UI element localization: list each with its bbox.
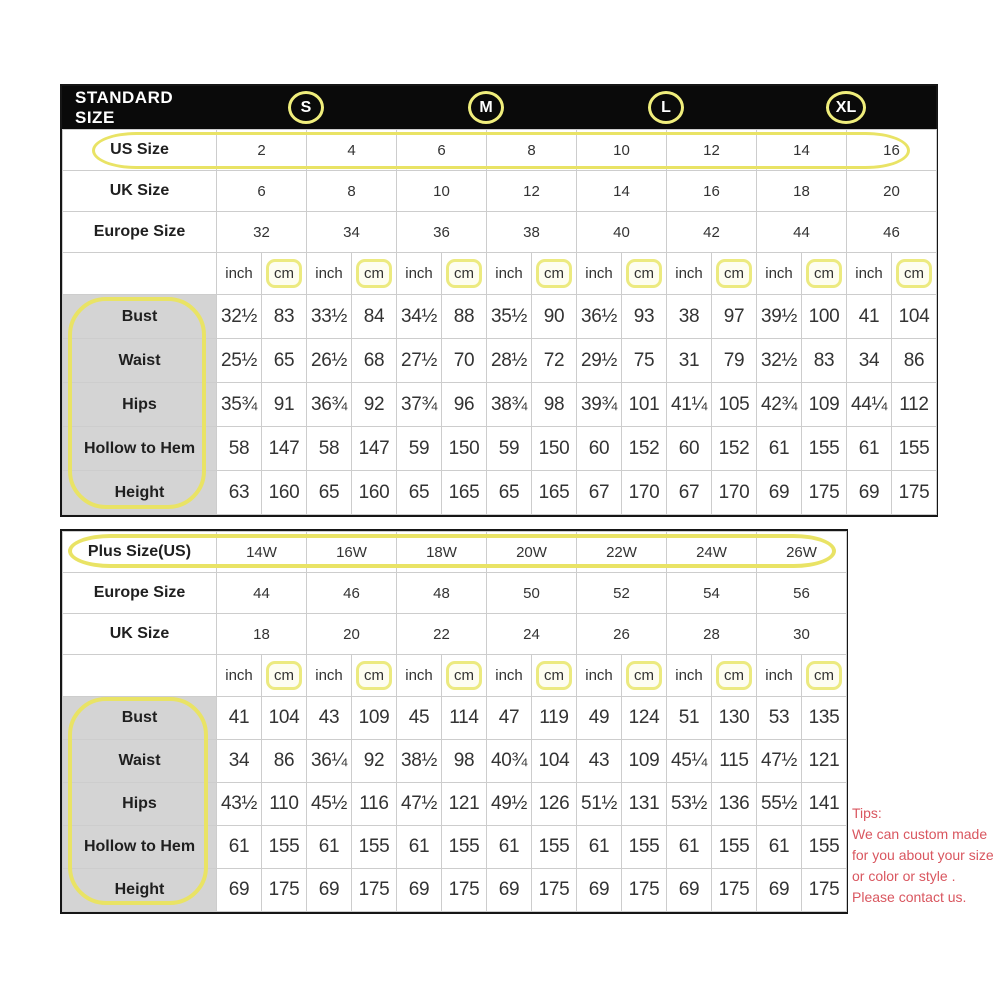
standard-size-section (60, 84, 938, 517)
measure-value-cell: 34 (847, 339, 892, 383)
size-value-cell: 52 (577, 573, 667, 614)
cm-highlight-box: cm (716, 259, 752, 288)
measure-value-cell: 38¾ (487, 383, 532, 427)
measure-value-cell: 58 (307, 427, 352, 471)
unit-cm-cell (442, 253, 487, 295)
cm-highlight-box: cm (626, 661, 662, 690)
measure-value-cell: 155 (622, 826, 667, 869)
measure-value-cell: 130 (712, 697, 757, 740)
measure-value-cell: 47 (487, 697, 532, 740)
size-row (63, 130, 937, 171)
measure-value-cell: 36¾ (307, 383, 352, 427)
measure-value-cell: 69 (757, 869, 802, 912)
plus-size-section (60, 529, 848, 914)
measure-value-cell: 35¾ (217, 383, 262, 427)
measure-value-cell: 90 (532, 295, 577, 339)
measure-value-cell: 43 (577, 740, 622, 783)
measure-value-cell: 155 (802, 826, 847, 869)
measure-value-cell: 70 (442, 339, 487, 383)
unit-inch-cell: inch (307, 253, 352, 295)
unit-inch-cell: inch (307, 655, 352, 697)
unit-inch-cell: inch (757, 655, 802, 697)
measure-value-cell: 41 (217, 697, 262, 740)
size-value-cell: 4 (307, 130, 397, 171)
measure-value-cell: 92 (352, 740, 397, 783)
measure-value-cell: 104 (532, 740, 577, 783)
cm-highlight-box: cm (896, 259, 932, 288)
measure-value-cell: 170 (622, 471, 667, 515)
measure-value-cell: 61 (307, 826, 352, 869)
measure-value-cell: 68 (352, 339, 397, 383)
measure-value-cell: 160 (262, 471, 307, 515)
measure-value-cell: 109 (352, 697, 397, 740)
measure-value-cell: 32½ (757, 339, 802, 383)
standard-size-title: STANDARD SIZE (75, 87, 174, 127)
measure-value-cell: 109 (622, 740, 667, 783)
measure-value-cell: 36¼ (307, 740, 352, 783)
measure-row (63, 740, 847, 783)
measure-value-cell: 40¾ (487, 740, 532, 783)
measure-value-cell: 88 (442, 295, 487, 339)
unit-inch-cell: inch (397, 655, 442, 697)
measure-value-cell: 121 (802, 740, 847, 783)
measure-value-cell: 84 (352, 295, 397, 339)
measure-value-cell: 69 (667, 869, 712, 912)
size-value-cell: 16W (307, 532, 397, 573)
measure-value-cell: 51½ (577, 783, 622, 826)
measure-value-cell: 35½ (487, 295, 532, 339)
measure-value-cell: 121 (442, 783, 487, 826)
measure-value-cell: 112 (892, 383, 937, 427)
measure-value-cell: 39½ (757, 295, 802, 339)
measure-value-cell: 49½ (487, 783, 532, 826)
size-row (63, 212, 937, 253)
measure-row (63, 783, 847, 826)
measure-value-cell: 119 (532, 697, 577, 740)
measure-value-cell: 32½ (217, 295, 262, 339)
standard-size-header (62, 86, 936, 129)
measure-value-cell: 33½ (307, 295, 352, 339)
measure-value-cell: 61 (487, 826, 532, 869)
measure-value-cell: 60 (667, 427, 712, 471)
measure-value-cell: 34 (217, 740, 262, 783)
measure-value-cell: 47½ (397, 783, 442, 826)
measure-value-cell: 175 (892, 471, 937, 515)
unit-inch-cell: inch (217, 655, 262, 697)
size-value-cell: 56 (757, 573, 847, 614)
measure-value-cell: 152 (622, 427, 667, 471)
cm-highlight-box: cm (356, 259, 392, 288)
measure-value-cell: 86 (892, 339, 937, 383)
measure-value-cell: 55½ (757, 783, 802, 826)
measure-value-cell: 47½ (757, 740, 802, 783)
size-value-cell: 18 (757, 171, 847, 212)
measure-value-cell: 69 (847, 471, 892, 515)
row-label: Europe Size (63, 212, 217, 253)
tips-title: Tips: (852, 805, 882, 821)
measure-value-cell: 69 (397, 869, 442, 912)
unit-inch-cell: inch (667, 655, 712, 697)
measure-value-cell: 100 (802, 295, 847, 339)
unit-cm-cell (622, 253, 667, 295)
size-value-cell: 54 (667, 573, 757, 614)
size-value-cell: 22W (577, 532, 667, 573)
measure-label: Height (63, 471, 217, 515)
unit-cm-cell (532, 253, 577, 295)
size-value-cell: 14W (217, 532, 307, 573)
measure-value-cell: 41 (847, 295, 892, 339)
measure-value-cell: 69 (487, 869, 532, 912)
measure-value-cell: 38 (667, 295, 712, 339)
cm-highlight-box: cm (536, 259, 572, 288)
measure-value-cell: 34½ (397, 295, 442, 339)
measure-value-cell: 131 (622, 783, 667, 826)
measure-value-cell: 61 (847, 427, 892, 471)
cm-highlight-box: cm (266, 661, 302, 690)
measure-label: Hips (63, 383, 217, 427)
measure-value-cell: 69 (217, 869, 262, 912)
measure-row (63, 339, 937, 383)
size-value-cell: 24 (487, 614, 577, 655)
measure-value-cell: 126 (532, 783, 577, 826)
measure-value-cell: 86 (262, 740, 307, 783)
size-value-cell: 30 (757, 614, 847, 655)
measure-value-cell: 75 (622, 339, 667, 383)
measure-value-cell: 150 (532, 427, 577, 471)
measure-value-cell: 91 (262, 383, 307, 427)
unit-inch-cell: inch (577, 655, 622, 697)
measure-value-cell: 65 (397, 471, 442, 515)
unit-cm-cell (262, 253, 307, 295)
size-value-cell: 44 (757, 212, 847, 253)
row-label-empty (63, 253, 217, 295)
plus-size-table (62, 531, 847, 912)
measure-label: Hollow to Hem (63, 826, 217, 869)
size-value-cell: 20W (487, 532, 577, 573)
size-value-cell: 44 (217, 573, 307, 614)
measure-value-cell: 114 (442, 697, 487, 740)
size-value-cell: 22 (397, 614, 487, 655)
size-value-cell: 14 (577, 171, 667, 212)
measure-value-cell: 155 (442, 826, 487, 869)
size-value-cell: 6 (397, 130, 487, 171)
size-group-badge-xl: XL (826, 91, 866, 124)
tips-line: for you about your size (852, 847, 994, 863)
measure-value-cell: 61 (757, 427, 802, 471)
measure-value-cell: 104 (892, 295, 937, 339)
measure-value-cell: 83 (262, 295, 307, 339)
size-value-cell: 36 (397, 212, 487, 253)
unit-cm-cell (442, 655, 487, 697)
measure-row (63, 383, 937, 427)
size-value-cell: 40 (577, 212, 667, 253)
size-value-cell: 20 (307, 614, 397, 655)
measure-value-cell: 104 (262, 697, 307, 740)
measure-value-cell: 98 (442, 740, 487, 783)
measure-value-cell: 36½ (577, 295, 622, 339)
measure-value-cell: 42¾ (757, 383, 802, 427)
size-value-cell: 16 (667, 171, 757, 212)
measure-value-cell: 39¾ (577, 383, 622, 427)
row-label: UK Size (63, 171, 217, 212)
size-value-cell: 34 (307, 212, 397, 253)
measure-label: Bust (63, 295, 217, 339)
measure-value-cell: 29½ (577, 339, 622, 383)
size-value-cell: 10 (397, 171, 487, 212)
measure-value-cell: 45¼ (667, 740, 712, 783)
unit-inch-cell: inch (487, 253, 532, 295)
measure-label: Waist (63, 339, 217, 383)
standard-size-table (62, 129, 937, 515)
unit-inch-cell: inch (667, 253, 712, 295)
measure-value-cell: 155 (802, 427, 847, 471)
size-value-cell: 32 (217, 212, 307, 253)
measure-value-cell: 61 (217, 826, 262, 869)
row-label: US Size (63, 130, 217, 171)
size-value-cell: 46 (847, 212, 937, 253)
tips-note (852, 803, 1000, 908)
measure-value-cell: 155 (532, 826, 577, 869)
size-value-cell: 20 (847, 171, 937, 212)
size-value-cell: 14 (757, 130, 847, 171)
measure-value-cell: 51 (667, 697, 712, 740)
measure-value-cell: 65 (262, 339, 307, 383)
size-value-cell: 8 (487, 130, 577, 171)
unit-inch-cell: inch (847, 253, 892, 295)
size-value-cell: 6 (217, 171, 307, 212)
measure-label: Height (63, 869, 217, 912)
measure-value-cell: 79 (712, 339, 757, 383)
measure-value-cell: 59 (487, 427, 532, 471)
measure-value-cell: 65 (307, 471, 352, 515)
measure-value-cell: 63 (217, 471, 262, 515)
measure-value-cell: 109 (802, 383, 847, 427)
measure-value-cell: 65 (487, 471, 532, 515)
measure-value-cell: 155 (352, 826, 397, 869)
size-row (63, 573, 847, 614)
unit-cm-cell (622, 655, 667, 697)
measure-value-cell: 60 (577, 427, 622, 471)
tips-line: Please contact us. (852, 889, 967, 905)
measure-value-cell: 27½ (397, 339, 442, 383)
measure-value-cell: 61 (667, 826, 712, 869)
unit-inch-cell: inch (397, 253, 442, 295)
tips-line: We can custom made (852, 826, 988, 842)
size-group-badge-l: L (648, 91, 684, 124)
unit-inch-cell: inch (577, 253, 622, 295)
measure-value-cell: 58 (217, 427, 262, 471)
size-value-cell: 26W (757, 532, 847, 573)
measure-value-cell: 45½ (307, 783, 352, 826)
measure-value-cell: 136 (712, 783, 757, 826)
measure-value-cell: 59 (397, 427, 442, 471)
measure-label: Hollow to Hem (63, 427, 217, 471)
measure-value-cell: 38½ (397, 740, 442, 783)
measure-value-cell: 53½ (667, 783, 712, 826)
measure-value-cell: 41¼ (667, 383, 712, 427)
measure-value-cell: 98 (532, 383, 577, 427)
measure-value-cell: 67 (577, 471, 622, 515)
tips-line: or color or style . (852, 868, 956, 884)
size-row (63, 171, 937, 212)
measure-value-cell: 175 (532, 869, 577, 912)
measure-value-cell: 165 (442, 471, 487, 515)
measure-value-cell: 116 (352, 783, 397, 826)
measure-value-cell: 101 (622, 383, 667, 427)
measure-value-cell: 43½ (217, 783, 262, 826)
cm-highlight-box: cm (266, 259, 302, 288)
measure-value-cell: 93 (622, 295, 667, 339)
measure-value-cell: 175 (262, 869, 307, 912)
size-value-cell: 10 (577, 130, 667, 171)
measure-label: Hips (63, 783, 217, 826)
measure-value-cell: 175 (352, 869, 397, 912)
measure-row (63, 471, 937, 515)
row-label-empty (63, 655, 217, 697)
size-value-cell: 50 (487, 573, 577, 614)
measure-value-cell: 141 (802, 783, 847, 826)
size-value-cell: 18 (217, 614, 307, 655)
measure-row (63, 295, 937, 339)
measure-row (63, 869, 847, 912)
cm-highlight-box: cm (446, 259, 482, 288)
size-value-cell: 12 (667, 130, 757, 171)
cm-highlight-box: cm (806, 259, 842, 288)
measure-value-cell: 67 (667, 471, 712, 515)
unit-inch-cell: inch (757, 253, 802, 295)
measure-value-cell: 72 (532, 339, 577, 383)
size-row (63, 614, 847, 655)
measure-value-cell: 31 (667, 339, 712, 383)
size-value-cell: 48 (397, 573, 487, 614)
measure-value-cell: 44¼ (847, 383, 892, 427)
unit-cm-cell (712, 253, 757, 295)
measure-value-cell: 160 (352, 471, 397, 515)
measure-value-cell: 26½ (307, 339, 352, 383)
size-value-cell: 38 (487, 212, 577, 253)
measure-value-cell: 155 (712, 826, 757, 869)
cm-highlight-box: cm (806, 661, 842, 690)
measure-value-cell: 69 (577, 869, 622, 912)
size-value-cell: 2 (217, 130, 307, 171)
size-value-cell: 8 (307, 171, 397, 212)
row-label: UK Size (63, 614, 217, 655)
measure-value-cell: 61 (757, 826, 802, 869)
measure-value-cell: 25½ (217, 339, 262, 383)
measure-row (63, 826, 847, 869)
measure-value-cell: 43 (307, 697, 352, 740)
unit-inch-cell: inch (217, 253, 262, 295)
unit-cm-cell (352, 655, 397, 697)
measure-value-cell: 105 (712, 383, 757, 427)
measure-row (63, 427, 937, 471)
unit-row (63, 655, 847, 697)
measure-value-cell: 92 (352, 383, 397, 427)
measure-value-cell: 155 (892, 427, 937, 471)
size-group-badge-s: S (288, 91, 324, 124)
measure-value-cell: 175 (442, 869, 487, 912)
row-label: Plus Size(US) (63, 532, 217, 573)
unit-cm-cell (262, 655, 307, 697)
measure-label: Waist (63, 740, 217, 783)
measure-value-cell: 170 (712, 471, 757, 515)
measure-value-cell: 97 (712, 295, 757, 339)
measure-value-cell: 150 (442, 427, 487, 471)
size-value-cell: 18W (397, 532, 487, 573)
measure-value-cell: 175 (802, 471, 847, 515)
measure-value-cell: 49 (577, 697, 622, 740)
measure-value-cell: 61 (577, 826, 622, 869)
size-value-cell: 42 (667, 212, 757, 253)
measure-value-cell: 147 (262, 427, 307, 471)
size-value-cell: 12 (487, 171, 577, 212)
measure-value-cell: 152 (712, 427, 757, 471)
unit-cm-cell (352, 253, 397, 295)
measure-value-cell: 175 (622, 869, 667, 912)
unit-cm-cell (712, 655, 757, 697)
size-value-cell: 26 (577, 614, 667, 655)
size-value-cell: 16 (847, 130, 937, 171)
measure-value-cell: 83 (802, 339, 847, 383)
unit-cm-cell (892, 253, 937, 295)
measure-value-cell: 69 (307, 869, 352, 912)
measure-value-cell: 110 (262, 783, 307, 826)
unit-cm-cell (802, 253, 847, 295)
measure-value-cell: 135 (802, 697, 847, 740)
measure-value-cell: 165 (532, 471, 577, 515)
measure-value-cell: 115 (712, 740, 757, 783)
cm-highlight-box: cm (356, 661, 392, 690)
unit-inch-cell: inch (487, 655, 532, 697)
measure-value-cell: 53 (757, 697, 802, 740)
cm-highlight-box: cm (446, 661, 482, 690)
cm-highlight-box: cm (536, 661, 572, 690)
measure-value-cell: 175 (802, 869, 847, 912)
measure-value-cell: 175 (712, 869, 757, 912)
measure-value-cell: 96 (442, 383, 487, 427)
size-value-cell: 28 (667, 614, 757, 655)
measure-row (63, 697, 847, 740)
measure-value-cell: 147 (352, 427, 397, 471)
row-label: Europe Size (63, 573, 217, 614)
cm-highlight-box: cm (626, 259, 662, 288)
measure-value-cell: 61 (397, 826, 442, 869)
unit-row (63, 253, 937, 295)
size-value-cell: 46 (307, 573, 397, 614)
measure-value-cell: 45 (397, 697, 442, 740)
measure-value-cell: 37¾ (397, 383, 442, 427)
measure-value-cell: 28½ (487, 339, 532, 383)
cm-highlight-box: cm (716, 661, 752, 690)
unit-cm-cell (802, 655, 847, 697)
size-value-cell: 24W (667, 532, 757, 573)
unit-cm-cell (532, 655, 577, 697)
size-row (63, 532, 847, 573)
measure-value-cell: 155 (262, 826, 307, 869)
measure-value-cell: 124 (622, 697, 667, 740)
measure-value-cell: 69 (757, 471, 802, 515)
size-group-badge-m: M (468, 91, 504, 124)
measure-label: Bust (63, 697, 217, 740)
